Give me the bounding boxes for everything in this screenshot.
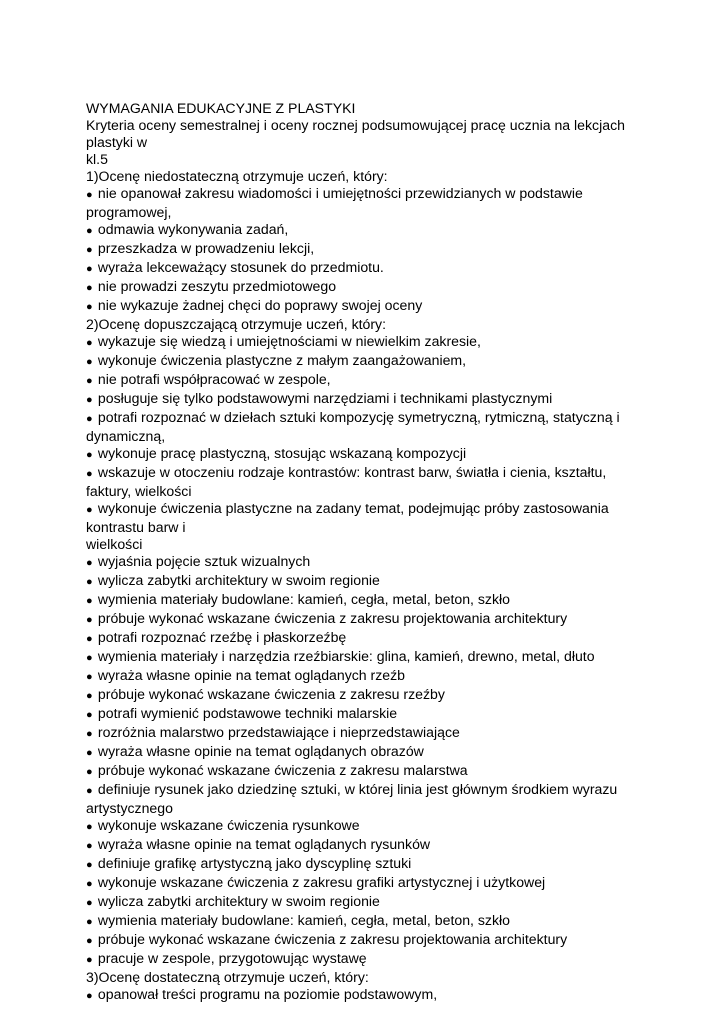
bullet-icon: ● — [86, 935, 93, 947]
document-subtitle-line-2: plastyki w — [86, 134, 148, 150]
bullet-icon: ● — [86, 709, 93, 721]
list-item-text: próbuje wykonać wskazane ćwiczenia z zakresu rzeźby — [97, 686, 445, 702]
bullet-icon: ● — [86, 747, 93, 759]
list-item — [86, 185, 646, 221]
list-item — [86, 855, 646, 874]
list-item — [86, 836, 646, 855]
list-item — [86, 572, 646, 591]
list-item — [86, 464, 646, 500]
list-item-text: wyjaśnia pojęcie sztuk wizualnych — [97, 553, 311, 569]
list-item-text: wykazuje się wiedzą i umiejętnościami w niewielkim zakresie, — [97, 333, 481, 349]
list-item — [86, 667, 646, 686]
list-item — [86, 278, 646, 297]
list-item — [86, 817, 646, 836]
list-item — [86, 950, 646, 969]
list-item-continuation: wielkości — [86, 536, 143, 552]
bullet-icon: ● — [86, 413, 93, 425]
bullet-icon: ● — [86, 878, 93, 890]
list-item-text: wykonuje wskazane ćwiczenia z zakresu grafiki artystycznej i użytkowej — [97, 874, 546, 890]
list-item — [86, 893, 646, 912]
list-item-text: przeszkadza w prowadzeniu lekcji, — [97, 240, 315, 256]
list-item-text: rozróżnia malarstwo przedstawiające i nieprzedstawiające — [97, 724, 460, 740]
bullet-icon: ● — [86, 652, 93, 664]
bullet-icon: ● — [86, 821, 93, 833]
bullet-icon: ● — [86, 356, 93, 368]
list-item — [86, 352, 646, 371]
list-item-text: posługuje się tylko podstawowymi narzędziami i technikami plastycznymi — [97, 390, 553, 406]
list-item-text: definiuje grafikę artystyczną jako dyscyplinę sztuki — [97, 855, 412, 871]
list-item-text: opanował treści programu na poziomie podstawowym, — [97, 986, 438, 1002]
bullet-icon: ● — [86, 897, 93, 909]
list-item — [86, 610, 646, 629]
list-item-text: wyraża własne opinie na temat oglądanych rysunków — [97, 836, 431, 852]
section-heading-dopuszczajaca: 2)Ocenę dopuszczającą otrzymuje uczeń, który: — [86, 316, 387, 332]
bullet-icon: ● — [86, 576, 93, 588]
document-title: WYMAGANIA EDUKACYJNE Z PLASTYKI — [86, 100, 356, 116]
bullet-icon: ● — [86, 633, 93, 645]
list-item — [86, 874, 646, 893]
list-item — [86, 686, 646, 705]
bullet-icon: ● — [86, 728, 93, 740]
bullet-icon: ● — [86, 225, 93, 237]
bullet-icon: ● — [86, 449, 93, 461]
list-item — [86, 781, 646, 817]
bullet-icon: ● — [86, 301, 93, 313]
list-item — [86, 724, 646, 743]
list-item — [86, 409, 646, 445]
list-item — [86, 629, 646, 648]
bullet-icon: ● — [86, 954, 93, 966]
bullet-icon: ● — [86, 990, 93, 1002]
list-item — [86, 371, 646, 390]
bullet-icon: ● — [86, 394, 93, 406]
bullet-icon: ● — [86, 468, 93, 480]
class-label: kl.5 — [86, 151, 108, 167]
list-item-text: wymienia materiały budowlane: kamień, cegła, metal, beton, szkło — [97, 912, 510, 928]
list-item — [86, 705, 646, 724]
bullet-icon: ● — [86, 766, 93, 778]
list-item-text: próbuje wykonać wskazane ćwiczenia z zakresu projektowania architektury — [97, 610, 568, 626]
section-heading-dostateczna: 3)Ocenę dostateczną otrzymuje uczeń, który: — [86, 969, 369, 985]
list-item-text: wykonuje ćwiczenia plastyczne na zadany temat, podejmując próby zastosowania kontrastu barw i — [86, 500, 609, 535]
list-item — [86, 743, 646, 762]
bullet-icon: ● — [86, 504, 93, 516]
bullet-icon: ● — [86, 859, 93, 871]
list-item-text: próbuje wykonać wskazane ćwiczenia z zakresu malarstwa — [97, 762, 468, 778]
document-content — [86, 100, 646, 1005]
list-item-text: nie opanował zakresu wiadomości i umiejętności przewidzianych w podstawie programowej, — [86, 185, 583, 220]
list-item-text: odmawia wykonywania zadań, — [97, 221, 289, 237]
bullet-icon: ● — [86, 282, 93, 294]
list-item-text: próbuje wykonać wskazane ćwiczenia z zakresu projektowania architektury — [97, 931, 568, 947]
bullet-icon: ● — [86, 189, 93, 201]
bullet-icon: ● — [86, 614, 93, 626]
list-item-text: pracuje w zespole, przygotowując wystawę — [97, 950, 367, 966]
list-item — [86, 240, 646, 259]
list-item — [86, 591, 646, 610]
list-item — [86, 648, 646, 667]
bullet-icon: ● — [86, 244, 93, 256]
list-item — [86, 931, 646, 950]
list-item-text: nie prowadzi zeszytu przedmiotowego — [97, 278, 337, 294]
list-item — [86, 297, 646, 316]
list-item — [86, 390, 646, 409]
list-item — [86, 553, 646, 572]
list-item — [86, 912, 646, 931]
list-item — [86, 986, 646, 1005]
list-item-text: wymienia materiały i narzędzia rzeźbiarskie: glina, kamień, drewno, metal, dłuto — [97, 648, 595, 664]
list-item-text: wylicza zabytki architektury w swoim regionie — [97, 893, 380, 909]
list-item-text: potrafi wymienić podstawowe techniki malarskie — [97, 705, 398, 721]
list-item-text: wykonuje ćwiczenia plastyczne z małym zaangażowaniem, — [97, 352, 467, 368]
list-item-text: potrafi rozpoznać w dziełach sztuki kompozycję symetryczną, rytmiczną, statyczną i dynamiczną, — [86, 409, 620, 444]
list-item-text: definiuje rysunek jako dziedzinę sztuki, w której linia jest głównym środkiem wyrazu artystycznego — [86, 781, 618, 816]
list-item-text: wyraża własne opinie na temat oglądanych rzeźb — [97, 667, 406, 683]
list-item-text: wylicza zabytki architektury w swoim regionie — [97, 572, 380, 588]
bullet-icon: ● — [86, 840, 93, 852]
bullet-icon: ● — [86, 595, 93, 607]
list-item-text: potrafi rozpoznać rzeźbę i płaskorzeźbę — [97, 629, 347, 645]
bullet-icon: ● — [86, 690, 93, 702]
list-item-text: wymienia materiały budowlane: kamień, cegła, metal, beton, szkło — [97, 591, 510, 607]
section-heading-niedostateczna: 1)Ocenę niedostateczną otrzymuje uczeń, który: — [86, 168, 388, 184]
list-item-text: wykonuje wskazane ćwiczenia rysunkowe — [97, 817, 360, 833]
list-item — [86, 333, 646, 352]
list-item-text: nie wykazuje żadnej chęci do poprawy swojej oceny — [97, 297, 423, 313]
list-item-text: wyraża własne opinie na temat oglądanych obrazów — [97, 743, 424, 759]
list-item-text: wyraża lekceważący stosunek do przedmiotu. — [97, 259, 384, 275]
bullet-icon: ● — [86, 557, 93, 569]
list-item — [86, 259, 646, 278]
document-subtitle-line-1: Kryteria oceny semestralnej i oceny rocznej podsumowującej pracę ucznia na lekcjach — [86, 117, 625, 133]
list-item-text: wskazuje w otoczeniu rodzaje kontrastów: kontrast barw, światła i cienia, kształtu, faktury, wielkości — [86, 464, 607, 499]
list-item — [86, 762, 646, 781]
list-item — [86, 500, 646, 536]
bullet-icon: ● — [86, 785, 93, 797]
bullet-icon: ● — [86, 916, 93, 928]
list-item — [86, 445, 646, 464]
list-item — [86, 221, 646, 240]
bullet-icon: ● — [86, 375, 93, 387]
bullet-icon: ● — [86, 263, 93, 275]
bullet-icon: ● — [86, 671, 93, 683]
list-item-text: wykonuje pracę plastyczną, stosując wskazaną kompozycji — [97, 445, 467, 461]
list-item-text: nie potrafi współpracować w zespole, — [97, 371, 331, 387]
bullet-icon: ● — [86, 337, 93, 349]
